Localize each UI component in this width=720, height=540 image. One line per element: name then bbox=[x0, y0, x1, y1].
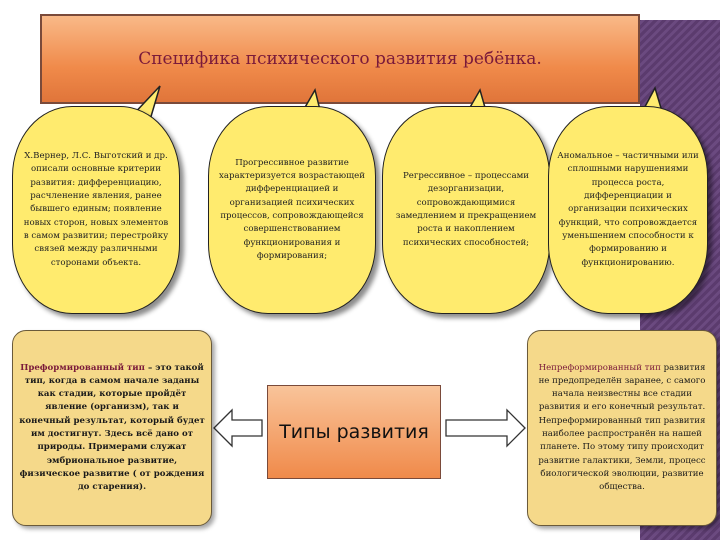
preformed-type-description: – это такой тип, когда в самом начале заданы как стадии, которые пройдёт явление (организм), так и конечный результат, который будет им достигнут. Здесь всё дано от природы. Примерами служат эмбриональное развитие, физическое развитие ( от рождения до старения). bbox=[19, 362, 205, 493]
arrow-right bbox=[446, 410, 525, 446]
callout-criteria-text: Х.Вернер, Л.С. Выготский и др. описали основные критерии развития: дифференциацию, расчленение явления, ранее бывшего единым; появление новых сторон, новых элементов в самом развитии; перестройку связей между различными сторонами объекта. bbox=[23, 151, 169, 268]
callout-regressive-text: Регрессивное – процессами дезорганизации, сопровождающимися замедлением и прекращением роста и накоплением психических способностей; bbox=[395, 171, 537, 248]
development-types-box bbox=[267, 385, 441, 479]
nonpreformed-type-description: развития не предопределён заранее, с самого начала неизвестны все стадии развития и его конечный результат. Непреформированный тип развития наиболее распространён на нашей планете. По этому типу происходит развитие галактики, Земли, процесс биологической эволюции, развитие общества. bbox=[538, 362, 706, 493]
callout-criteria bbox=[12, 106, 180, 314]
callout-progressive-text: Прогрессивное развитие характеризуется возрастающей дифференциацией и организацией психических процессов, сопровождающейся совершенствованием функционирования и формирования; bbox=[219, 157, 365, 261]
callout-anomalous-text: Аномальное – частичными или сплошными нарушениями процесса роста, дифференциации и организации психических функций, что сопровождается уменьшением способности к формированию и функционированию. bbox=[557, 151, 699, 268]
callout-regressive bbox=[382, 106, 550, 314]
callout-anomalous bbox=[548, 106, 708, 314]
development-types-label: Типы развития bbox=[279, 421, 429, 443]
callout-progressive bbox=[208, 106, 376, 314]
preformed-type-text bbox=[19, 362, 205, 495]
nonpreformed-type-box bbox=[527, 330, 717, 526]
arrow-left bbox=[214, 410, 262, 446]
nonpreformed-type-text bbox=[534, 362, 710, 495]
nonpreformed-type-term: Непреформированный тип bbox=[538, 362, 661, 373]
preformed-type-term: Преформированный тип bbox=[20, 362, 145, 373]
page-title: Специфика психического развития ребёнка. bbox=[138, 49, 542, 69]
preformed-type-box bbox=[12, 330, 212, 526]
